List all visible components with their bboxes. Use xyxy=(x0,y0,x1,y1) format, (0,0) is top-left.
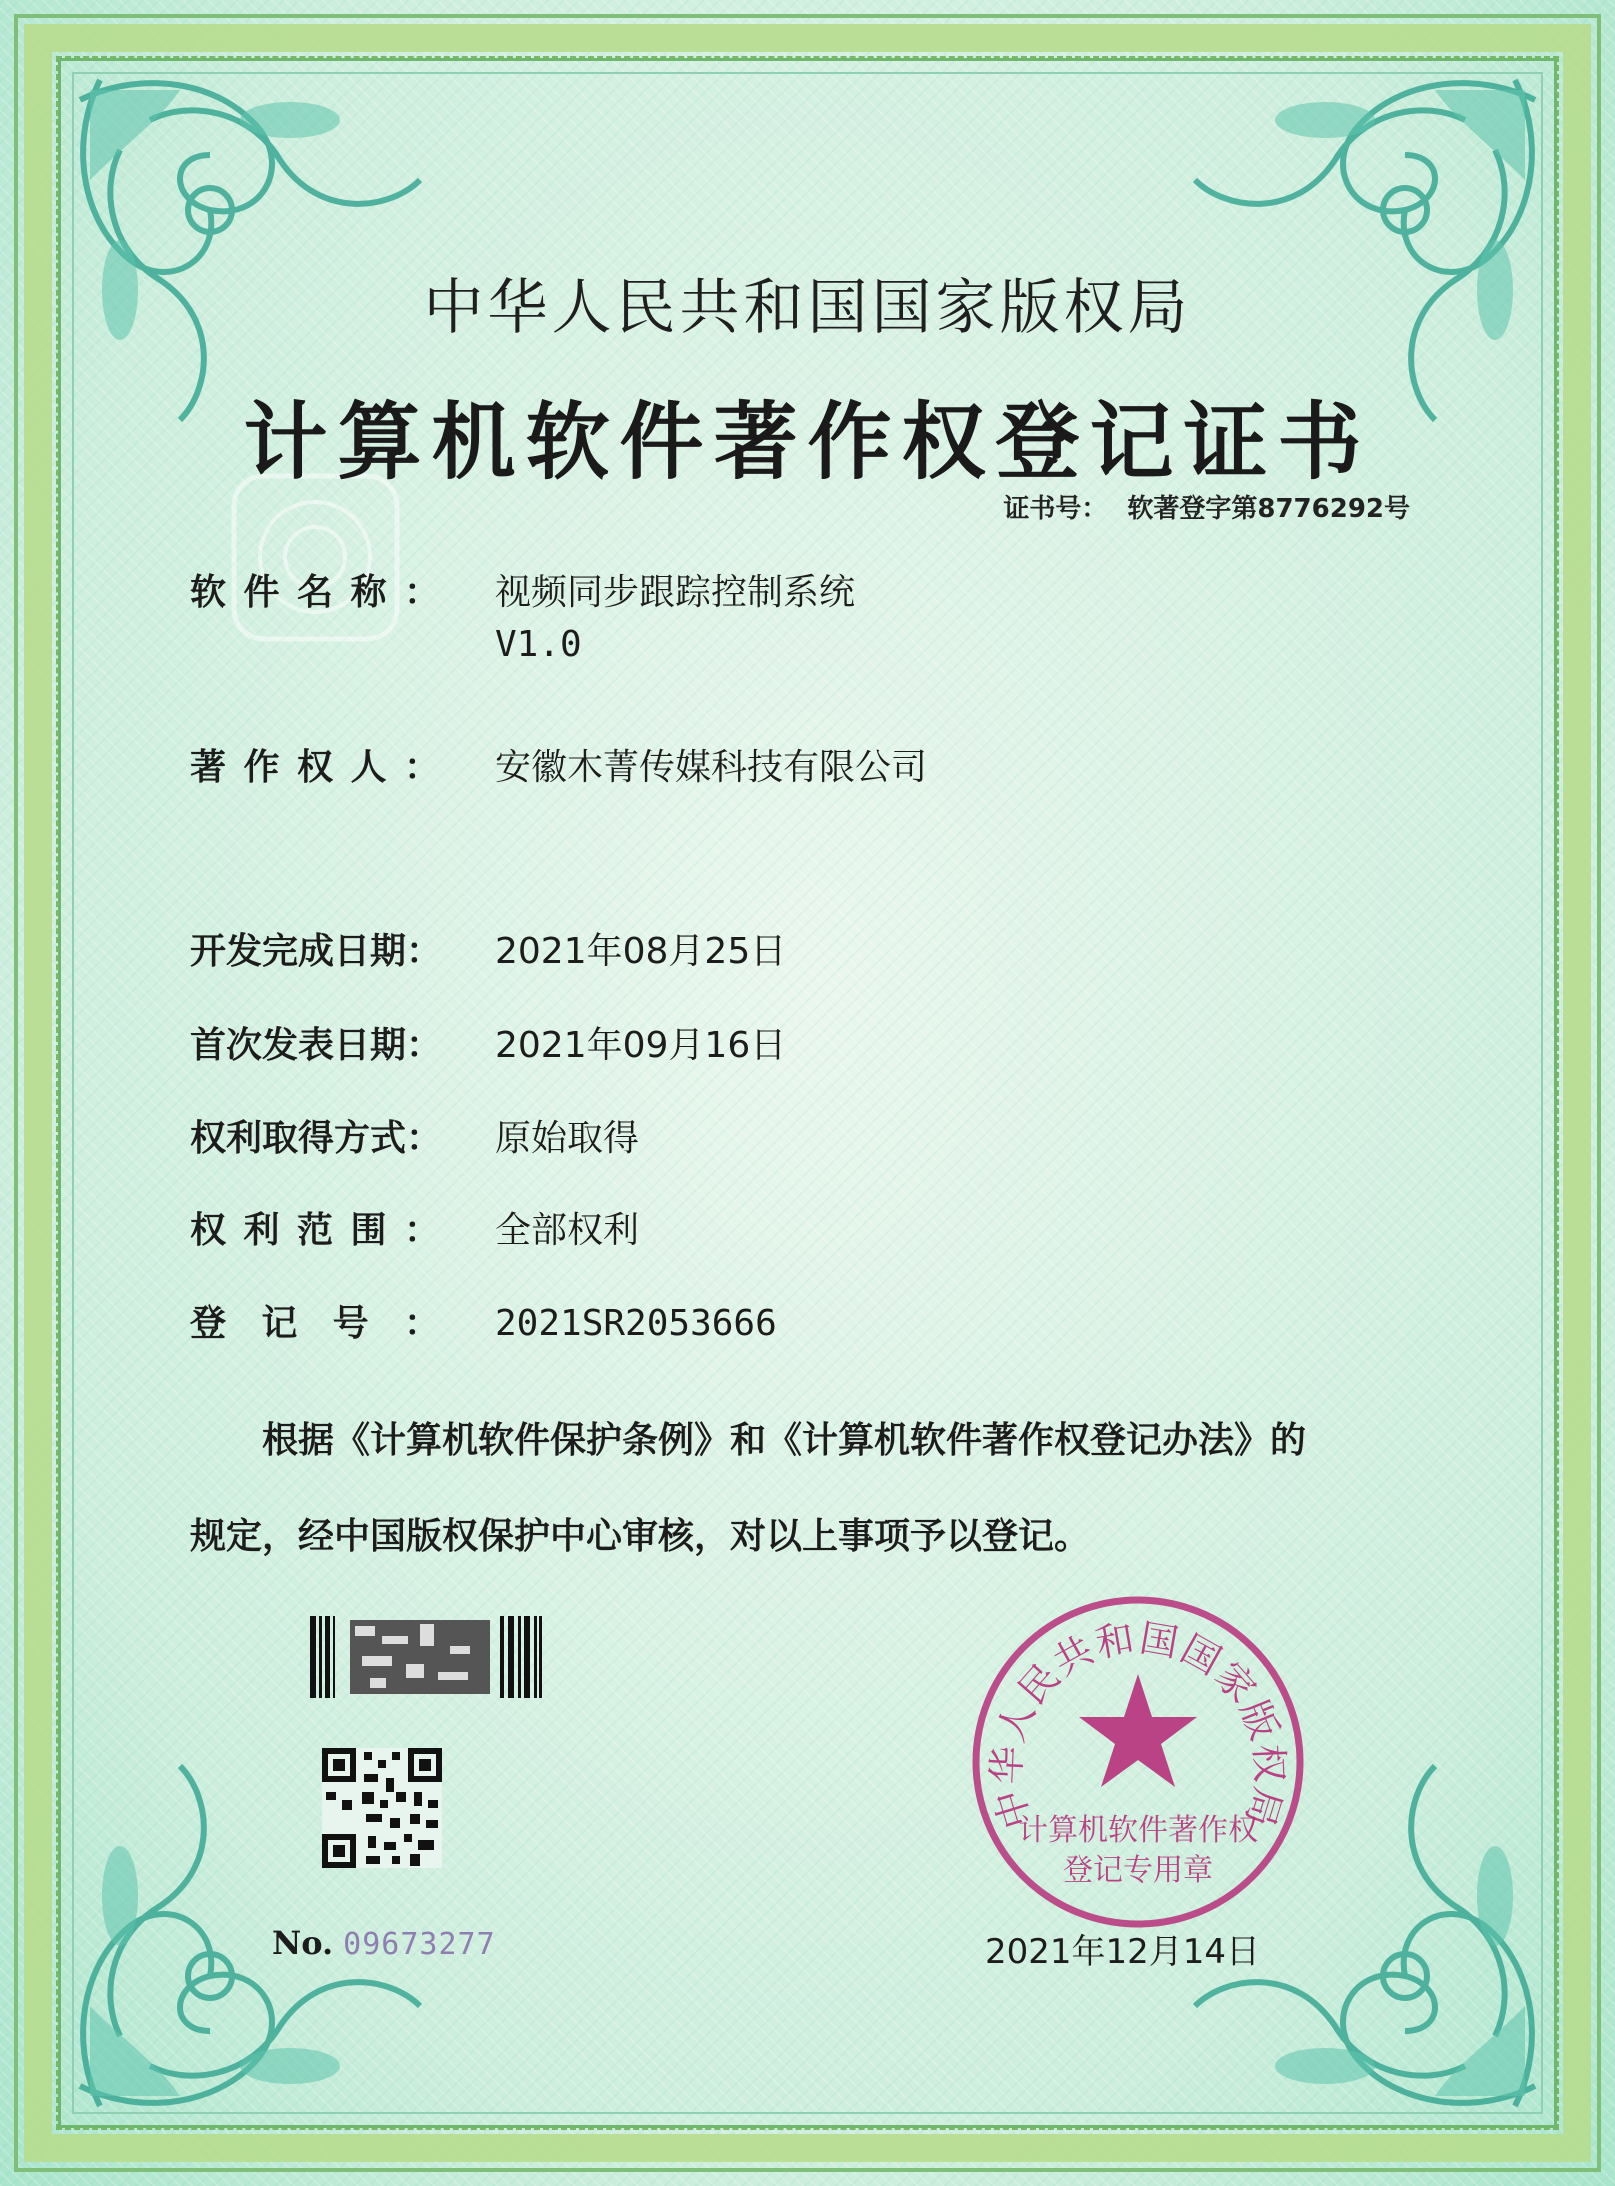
serial-number xyxy=(272,1924,496,1962)
certificate-number-label: 证书号： xyxy=(1003,494,1108,524)
label-char: 范 xyxy=(296,1210,333,1251)
owner-label xyxy=(190,742,460,794)
certificate-number-value: 软著登字第8776292号 xyxy=(1127,494,1410,524)
seal-inner-line-2: 登记专用章 xyxy=(1063,1853,1213,1888)
reg-no-value: 2021SR2053666 xyxy=(495,1303,777,1344)
scope-label xyxy=(190,1205,460,1257)
issue-date: 2021年12月14日 xyxy=(985,1932,1261,1972)
qr-code-icon xyxy=(322,1748,442,1868)
label-char: ： xyxy=(403,1210,440,1251)
label-char: ： xyxy=(403,1303,440,1344)
label-char: 人 xyxy=(350,747,387,788)
seal-inner-line-1: 计算机软件著作权 xyxy=(1018,1813,1258,1848)
label-char: 权 xyxy=(296,747,333,788)
label-char: 登 xyxy=(190,1303,227,1344)
label-char: 记 xyxy=(261,1303,298,1344)
label-char: ： xyxy=(403,572,440,613)
serial-value: 09673277 xyxy=(343,1927,496,1962)
label-char: 利 xyxy=(243,1210,280,1251)
scope-value: 全部权利 xyxy=(495,1210,640,1251)
serial-prefix: No. xyxy=(272,1924,334,1962)
label-char: 件 xyxy=(243,572,280,613)
software-version-value: V1.0 xyxy=(495,624,582,665)
label-char: 名 xyxy=(296,572,333,613)
seal-outer-text: 中华人民共和国国家版权局 xyxy=(984,1615,1292,1834)
certificate-title: 计算机软件著作权登记证书 xyxy=(243,393,1372,491)
dev-date-value: 2021年08月25日 xyxy=(495,931,787,972)
ow-lbl-chars xyxy=(190,742,440,794)
issuing-agency: 中华人民共和国国家版权局 xyxy=(423,273,1192,343)
dev-date-label: 开发完成日期： xyxy=(190,931,443,972)
official-seal-stamp xyxy=(968,1592,1308,1932)
acquire-value: 原始取得 xyxy=(495,1118,640,1159)
software-name-value: 视频同步跟踪控制系统 xyxy=(495,572,856,613)
owner-value: 安徽木菁传媒科技有限公司 xyxy=(495,747,928,788)
software-name-label xyxy=(190,567,460,619)
barcode-icon xyxy=(310,1616,542,1698)
label-char: 著 xyxy=(190,747,227,788)
label-char: 软 xyxy=(190,572,227,613)
label-char: 称 xyxy=(350,572,387,613)
star-icon xyxy=(1079,1674,1197,1787)
rn-lbl-chars xyxy=(190,1298,440,1350)
pub-date-label: 首次发表日期： xyxy=(190,1025,443,1066)
label-char: 作 xyxy=(243,747,280,788)
sn-lbl-chars xyxy=(190,567,440,619)
reg-no-label xyxy=(190,1298,460,1350)
label-char: ： xyxy=(403,747,440,788)
label-char: 围 xyxy=(350,1210,387,1251)
statement-line-2: 规定，经中国版权保护中心审核，对以上事项予以登记。 xyxy=(190,1516,1091,1557)
label-char: 号 xyxy=(332,1303,369,1344)
label-char: 权 xyxy=(190,1210,227,1251)
statement-line-1: 根据《计算机软件保护条例》和《计算机软件著作权登记办法》的 xyxy=(262,1420,1307,1461)
certificate-number xyxy=(1003,488,1410,525)
pub-date-value: 2021年09月16日 xyxy=(495,1025,787,1066)
acquire-label: 权利取得方式： xyxy=(190,1118,443,1159)
sc-lbl-chars xyxy=(190,1205,440,1257)
